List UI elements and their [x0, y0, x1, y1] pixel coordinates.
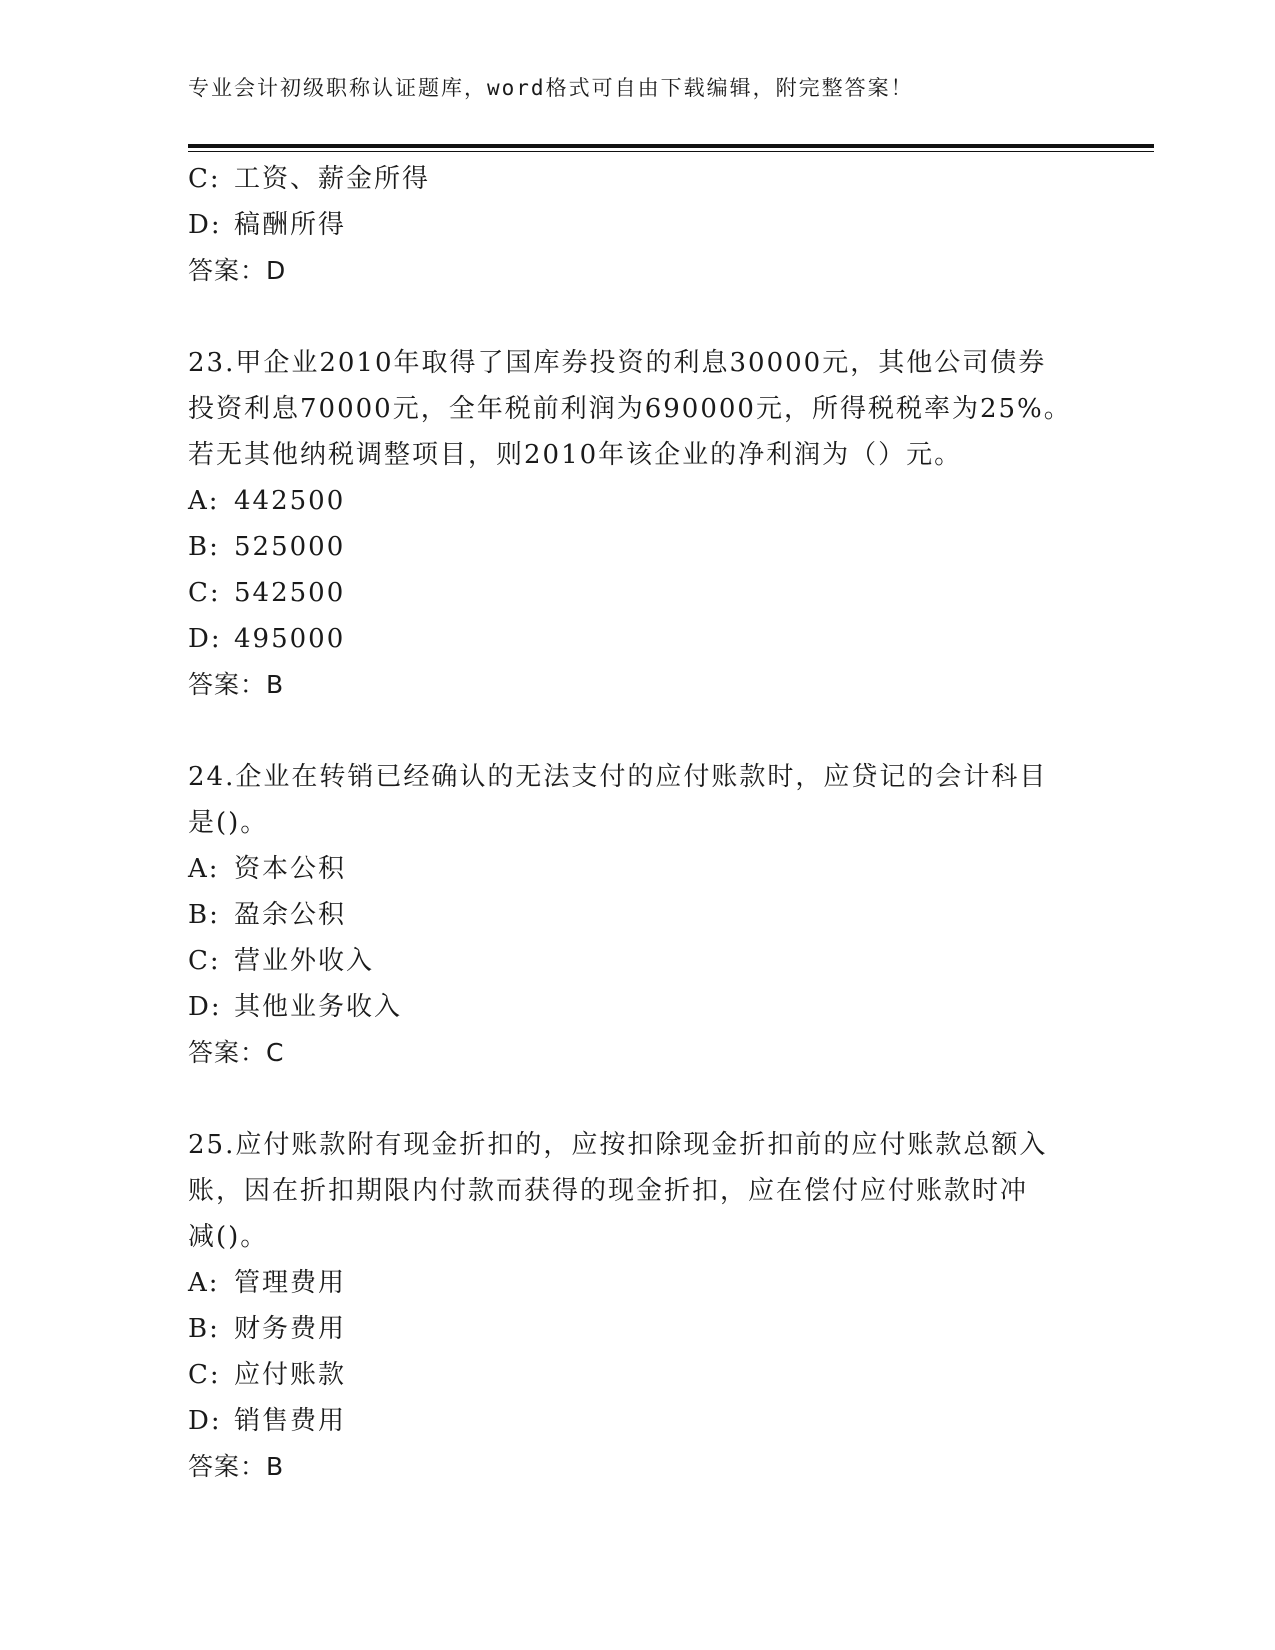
option-line — [188, 202, 1088, 248]
option-line — [188, 524, 1088, 570]
option-line — [188, 1260, 1088, 1306]
answer-line: 答案：B — [188, 1452, 285, 1481]
option-text: 495000 — [234, 624, 346, 654]
option-line — [188, 1398, 1088, 1444]
question-block — [188, 1122, 1088, 1490]
header-rule-thick — [188, 144, 1154, 148]
option-key: A: — [188, 486, 220, 516]
option-text: 542500 — [234, 578, 346, 608]
option-text: 管理费用 — [234, 1268, 347, 1298]
option-text: 盈余公积 — [234, 900, 347, 930]
option-line — [188, 1306, 1088, 1352]
option-text: 442500 — [234, 486, 346, 516]
carryover-block — [188, 156, 1088, 294]
option-line — [188, 938, 1088, 984]
question-block — [188, 340, 1088, 708]
answer-line: 答案：B — [188, 670, 285, 699]
option-text: 营业外收入 — [234, 946, 375, 976]
option-line — [188, 616, 1088, 662]
answer-line: 答案：D — [188, 256, 287, 285]
question-stem-line: 25.应付账款附有现金折扣的，应按扣除现金折扣前的应付账款总额入 — [188, 1130, 1048, 1160]
option-text: 应付账款 — [234, 1360, 347, 1390]
option-text: 525000 — [234, 532, 346, 562]
option-line — [188, 1352, 1088, 1398]
option-line — [188, 156, 1088, 202]
option-line — [188, 892, 1088, 938]
option-line — [188, 570, 1088, 616]
option-key: B: — [188, 532, 220, 562]
page-header: 专业会计初级职称认证题库，word格式可自由下载编辑，附完整答案！ — [188, 76, 914, 100]
option-line — [188, 846, 1088, 892]
option-text: 工资、薪金所得 — [234, 164, 431, 194]
question-stem-line: 23.甲企业2010年取得了国库券投资的利息30000元，其他公司债券 — [188, 348, 1047, 378]
option-line — [188, 984, 1088, 1030]
question-stem-line: 若无其他纳税调整项目，则2010年该企业的净利润为（）元。 — [188, 440, 963, 470]
option-key: D: — [188, 624, 222, 654]
option-text: 其他业务收入 — [234, 992, 403, 1022]
option-key: B: — [188, 1314, 220, 1344]
option-line — [188, 478, 1088, 524]
option-key: B: — [188, 900, 220, 930]
option-key: C: — [188, 946, 221, 976]
option-key: C: — [188, 164, 221, 194]
option-key: D: — [188, 1406, 222, 1436]
question-stem-line: 投资利息70000元，全年税前利润为690000元，所得税税率为25%。 — [188, 394, 1072, 424]
question-stem-line: 24.企业在转销已经确认的无法支付的应付账款时，应贷记的会计科目 — [188, 762, 1048, 792]
option-text: 稿酬所得 — [234, 210, 347, 240]
option-text: 财务费用 — [234, 1314, 347, 1344]
question-stem-line: 减()。 — [188, 1222, 269, 1252]
question-stem-line: 账，因在折扣期限内付款而获得的现金折扣，应在偿付应付账款时冲 — [188, 1176, 1029, 1206]
question-block — [188, 754, 1088, 1076]
option-key: D: — [188, 210, 222, 240]
option-key: A: — [188, 854, 220, 884]
spacer — [188, 294, 1088, 340]
option-text: 销售费用 — [234, 1406, 347, 1436]
question-content — [188, 156, 1088, 1490]
spacer — [188, 1076, 1088, 1122]
spacer — [188, 708, 1088, 754]
option-text: 资本公积 — [234, 854, 347, 884]
option-key: A: — [188, 1268, 220, 1298]
option-key: C: — [188, 578, 221, 608]
option-key: C: — [188, 1360, 221, 1390]
header-rule-thin — [188, 151, 1154, 152]
option-key: D: — [188, 992, 222, 1022]
answer-line: 答案：C — [188, 1038, 285, 1067]
question-stem-line: 是()。 — [188, 808, 269, 838]
